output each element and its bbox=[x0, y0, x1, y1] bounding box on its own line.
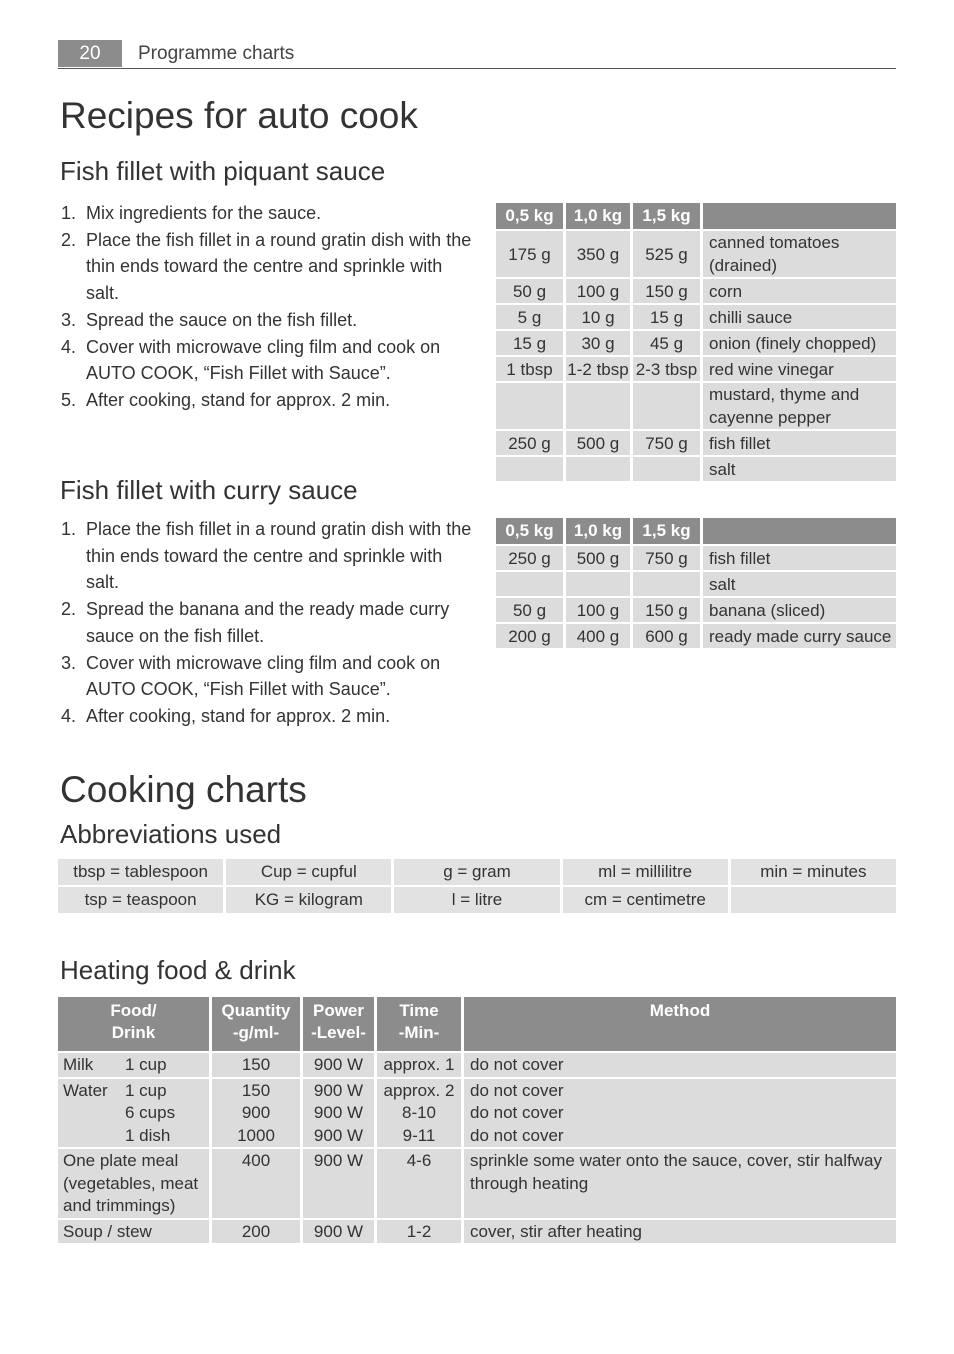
column-header: Quantity -g/ml- bbox=[212, 997, 300, 1051]
step: 3. Spread the sauce on the fish fillet. bbox=[61, 309, 358, 330]
column-header: 1,0 kg bbox=[566, 518, 630, 544]
table-row: 50 g 100 g 150 g banana (sliced) bbox=[496, 598, 896, 622]
table-row: Water 1 cup 6 cups 1 dish 150 900 1000 900 W 900 W 900 W approx. 2 8-10 9-11 do not cover do not cover do not cover bbox=[58, 1079, 896, 1148]
table-row: mustard, thyme and cayenne pepper bbox=[496, 383, 896, 429]
table-row: salt bbox=[496, 457, 896, 481]
table-row: Milk 1 cup 150 900 W approx. 1 do not cover bbox=[58, 1053, 896, 1077]
column-header: Food/ Drink bbox=[58, 997, 209, 1051]
heating-table bbox=[55, 995, 899, 1245]
column-header: 0,5 kg bbox=[496, 203, 563, 229]
column-header: 1,5 kg bbox=[633, 203, 700, 229]
curry-steps bbox=[58, 516, 478, 730]
table-row: 5 g 10 g 15 g chilli sauce bbox=[496, 305, 896, 329]
column-header bbox=[703, 518, 896, 544]
step: 2. Place the fish fillet in a round gratin dish with the thin ends toward the centre and sprinkle with salt. bbox=[61, 229, 472, 304]
column-header bbox=[703, 203, 896, 229]
step: 1. Place the fish fillet in a round gratin dish with the thin ends toward the centre and sprinkle with salt. bbox=[61, 519, 472, 593]
table-row: salt bbox=[496, 572, 896, 596]
column-header: Power -Level- bbox=[303, 997, 374, 1051]
table-row: Soup / stew 200 900 W 1-2 cover, stir after heating bbox=[58, 1220, 896, 1244]
recipes-title: Recipes for auto cook bbox=[60, 95, 418, 136]
table-row: One plate meal (vegetables, meat and trimmings) 400 900 W 4-6 sprinkle some water onto the sauce, cover, stir halfway through heating bbox=[58, 1149, 896, 1218]
step: 4. Cover with microwave cling film and cook on AUTO COOK, “Fish Fillet with Sauce”. bbox=[61, 336, 441, 384]
curry-table bbox=[493, 516, 899, 650]
abbrev-title: Abbreviations used bbox=[60, 819, 282, 849]
table-row: 1 tbsp 1-2 tbsp 2-3 tbsp red wine vinegar bbox=[496, 357, 896, 381]
column-header: 1,0 kg bbox=[566, 203, 630, 229]
column-header: 1,5 kg bbox=[633, 518, 700, 544]
column-header: Method bbox=[464, 997, 896, 1051]
table-row: 15 g 30 g 45 g onion (finely chopped) bbox=[496, 331, 896, 355]
cooking-title: Cooking charts bbox=[60, 769, 307, 810]
table-row: 175 g 350 g 525 g canned tomatoes (drained) bbox=[496, 231, 896, 277]
step: 5. After cooking, stand for approx. 2 min. bbox=[61, 389, 391, 410]
curry-title: Fish fillet with curry sauce bbox=[60, 475, 358, 505]
column-header: Time -Min- bbox=[377, 997, 461, 1051]
table-row: 250 g 500 g 750 g fish fillet bbox=[496, 546, 896, 570]
piquant-steps bbox=[58, 200, 478, 414]
table-row: 50 g 100 g 150 g corn bbox=[496, 279, 896, 303]
step: 2. Spread the banana and the ready made curry sauce on the fish fillet. bbox=[61, 599, 450, 646]
table-row: tbsp = tablespoon Cup = cupful g = gram ml = millilitre min = minutes bbox=[58, 859, 896, 885]
step: 3. Cover with microwave cling film and cook on AUTO COOK, “Fish Fillet with Sauce”. bbox=[61, 652, 441, 700]
piquant-title: Fish fillet with piquant sauce bbox=[60, 156, 386, 186]
abbrev-table bbox=[55, 857, 899, 915]
table-row: 200 g 400 g 600 g ready made curry sauce bbox=[496, 624, 896, 648]
step: 1. Mix ingredients for the sauce. bbox=[61, 203, 322, 223]
table-row: tsp = teaspoon KG = kilogram l = litre cm = centimetre bbox=[58, 887, 896, 913]
page-number: 20 bbox=[58, 40, 122, 67]
column-header: 0,5 kg bbox=[496, 518, 563, 544]
table-row: 250 g 500 g 750 g fish fillet bbox=[496, 431, 896, 455]
heating-title: Heating food & drink bbox=[60, 955, 296, 985]
header-rule bbox=[58, 68, 896, 69]
section-title: Programme charts bbox=[138, 43, 295, 64]
piquant-table bbox=[493, 201, 899, 483]
step: 4. After cooking, stand for approx. 2 min. bbox=[61, 705, 391, 726]
